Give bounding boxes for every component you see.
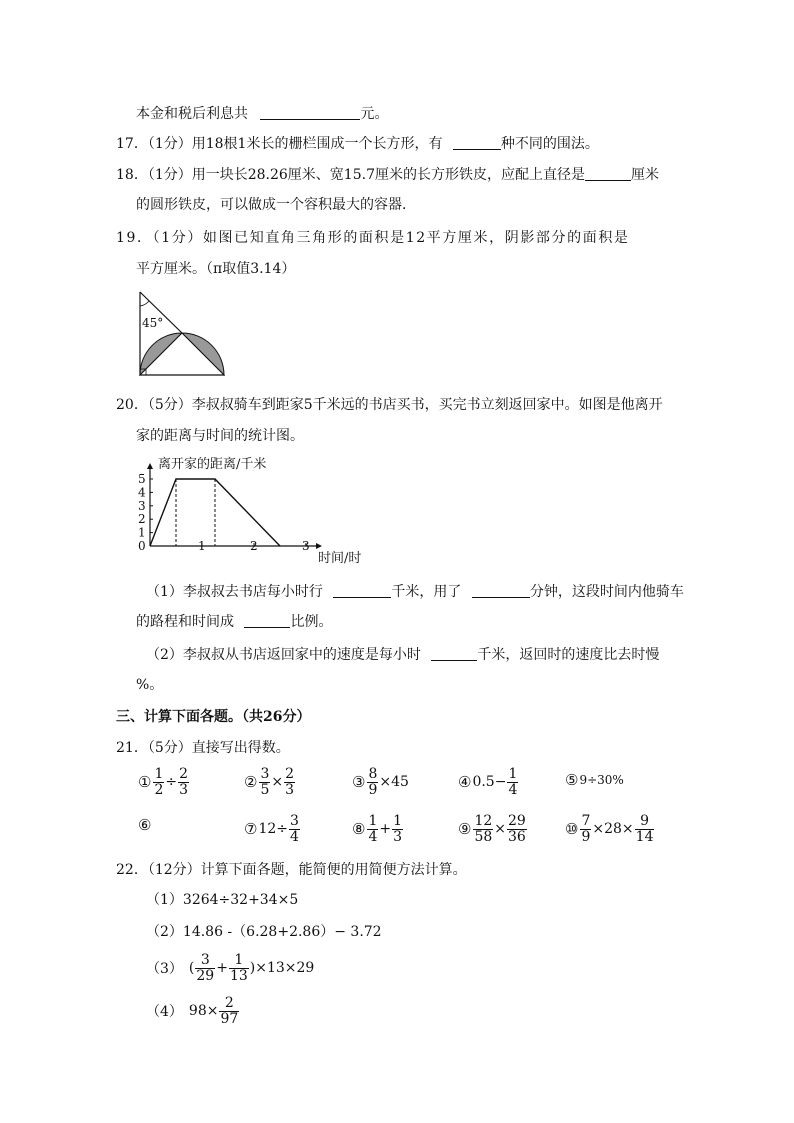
- operator: ×28×: [592, 821, 634, 837]
- q22-part-4: [146, 991, 240, 1031]
- operator: ×: [494, 821, 507, 837]
- q17-text: 17．（1分）用18根1米长的栅栏围成一个长方形，有: [116, 136, 443, 152]
- operator: +: [216, 960, 228, 976]
- q19-line1: 19．（1分）如图已知直角三角形的面积是12平方厘米，阴影部分的面积是: [116, 230, 630, 246]
- angle-arc: [140, 301, 149, 306]
- q16-unit: 元。: [360, 106, 389, 122]
- y-axis-arrow: [147, 463, 153, 469]
- item-number: ③: [352, 773, 366, 791]
- q20-line2: 家的距离与时间的统计图。: [136, 428, 304, 444]
- q18-line2: 的圆形铁皮，可以做成一个容积最大的容器．: [136, 197, 416, 213]
- section3-title: 三、计算下面各题。（共26分）: [116, 709, 311, 725]
- q20-ratio-blank[interactable]: [244, 613, 290, 628]
- fraction: $\frac{2}{3}$: [179, 765, 189, 798]
- y-tick-label: 2: [138, 512, 146, 527]
- item-number: ②: [244, 773, 258, 791]
- angle-label: 45°: [142, 316, 164, 330]
- item-number: ⑤: [565, 771, 579, 789]
- q22-title: 22．（12分）计算下面各题，能简便的用简便方法计算。: [116, 862, 467, 878]
- item-number: ⑨: [458, 820, 472, 838]
- q20-sub1-line2: [136, 612, 332, 632]
- q21-item-10: [565, 809, 655, 849]
- q21-item-5: [565, 760, 624, 800]
- q20-sub2-c: %。: [136, 677, 164, 693]
- q20-sub2-a: （2）李叔叔从书店返回家中的速度是每小时: [146, 647, 421, 663]
- q20-sub1-line1: [146, 582, 684, 602]
- expression-tail: )×13×29: [249, 960, 315, 976]
- q21-item-1: [138, 762, 190, 802]
- q21-item-3: [352, 762, 409, 802]
- q20-minutes-blank[interactable]: [472, 583, 530, 598]
- fraction: $\frac{1}{2}$: [154, 765, 164, 798]
- y-axis-label: 离开家的距离/千米: [158, 457, 267, 472]
- q19-figure: [132, 286, 236, 382]
- item-number: ①: [138, 773, 152, 791]
- q20-return-speed-blank[interactable]: [431, 646, 477, 661]
- q16-text: 本金和税后利息共: [136, 106, 248, 122]
- q17-answer-blank[interactable]: [453, 135, 501, 150]
- q20-sub1-a: （1）李叔叔去书店每小时行: [146, 584, 323, 600]
- fraction: $\frac{8}{9}$: [368, 765, 378, 798]
- operand: 45: [391, 774, 409, 790]
- fraction: $\frac{29}{36}$: [508, 812, 526, 845]
- q20-sub1-c: 分钟，这段时间内他骑车: [529, 584, 684, 600]
- part-label: （3）: [146, 961, 183, 977]
- q20-sub1-b: 千米，用了: [391, 584, 462, 600]
- q22-part-1: （1）3264÷32+34×5: [146, 892, 299, 908]
- operator: +: [379, 821, 392, 837]
- x-axis-label: 时间/时: [318, 551, 362, 566]
- fraction: $\frac{1}{4}$: [508, 765, 518, 798]
- y-tick-label: 1: [138, 525, 146, 540]
- expression-prefix: 0.5−: [472, 774, 507, 790]
- item-number: ⑥: [138, 816, 152, 834]
- q21-item-9: [458, 809, 528, 849]
- q21-item-6: [138, 805, 152, 845]
- fraction: $\frac{9}{14}$: [635, 812, 654, 845]
- fraction: $\frac{1}{3}$: [393, 812, 403, 845]
- y-tick-label: 4: [138, 485, 146, 500]
- fraction: $\frac{3}{4}$: [290, 812, 299, 845]
- x-tick-label: 1: [198, 539, 206, 553]
- fraction: $\frac{3}{5}$: [260, 765, 270, 798]
- q17-tail: 种不同的围法。: [500, 136, 599, 152]
- fraction: $\frac{12}{58}$: [474, 812, 493, 845]
- operator: ×: [271, 774, 284, 790]
- expression-prefix: 98×: [188, 1003, 219, 1019]
- distance-time-chart: [134, 452, 394, 572]
- q18-text: 18．（1分）用一块长28.26厘米、宽15.7厘米的长方形铁皮，应配上直径是: [116, 167, 585, 183]
- x-tick-label: 0: [138, 539, 146, 553]
- expression: 9÷30%: [579, 773, 624, 787]
- item-number: ⑩: [565, 820, 579, 838]
- fraction: $\frac{2}{3}$: [285, 765, 295, 798]
- q18-answer-blank[interactable]: [585, 166, 631, 181]
- q21-title: 21．（5分）直接写出得数。: [116, 740, 290, 756]
- y-tick-label: 5: [138, 472, 146, 486]
- fraction: $\frac{7}{9}$: [581, 812, 591, 845]
- item-number: ⑧: [352, 820, 366, 838]
- operator: ÷: [165, 774, 178, 790]
- q20-sub1-d: 的路程和时间成: [136, 614, 234, 630]
- q21-item-7: [244, 809, 301, 849]
- item-number: ⑦: [244, 820, 258, 838]
- q18-line1: [116, 165, 659, 185]
- q21-item-4: [458, 762, 519, 802]
- q22-part-2: （2）14.86 -（6.28+2.86）− 3.72: [146, 924, 382, 940]
- y-tick-label: 3: [138, 498, 146, 513]
- q17-line: [116, 134, 599, 154]
- q18-unit: 厘米: [630, 167, 659, 183]
- q21-item-8: [352, 809, 404, 849]
- part-label: （4）: [146, 1004, 183, 1020]
- q20-sub2-b: 千米，返回时的速度比去时慢: [477, 647, 660, 663]
- expression-prefix: 12÷: [258, 821, 288, 837]
- x-axis-arrow: [316, 543, 322, 549]
- q19-line2: 平方厘米。（π取值3.14）: [136, 261, 296, 277]
- fraction: $\frac{1}{13}$: [229, 951, 248, 984]
- q20-speed-blank[interactable]: [333, 583, 391, 598]
- q22-part-3: [146, 948, 314, 988]
- item-number: ④: [458, 773, 472, 791]
- fraction: $\frac{2}{97}$: [220, 994, 239, 1027]
- operator: ×: [379, 774, 392, 790]
- q16-answer-blank[interactable]: [260, 105, 360, 120]
- q16-line: [136, 104, 388, 124]
- fraction: $\frac{1}{4}$: [368, 812, 378, 845]
- open-paren: (: [188, 960, 195, 976]
- q20-sub1-e: 比例。: [290, 614, 333, 630]
- q21-item-2: [244, 762, 296, 802]
- x-tick-label: 2: [250, 539, 258, 553]
- q20-sub2-line1: [146, 645, 659, 665]
- q20-line1: 20．（5分）李叔叔骑车到距家5千米远的书店买书，买完书立刻返回家中。如图是他离开: [116, 397, 663, 413]
- fraction: $\frac{3}{29}$: [196, 951, 215, 984]
- x-tick-label: 3: [302, 539, 310, 553]
